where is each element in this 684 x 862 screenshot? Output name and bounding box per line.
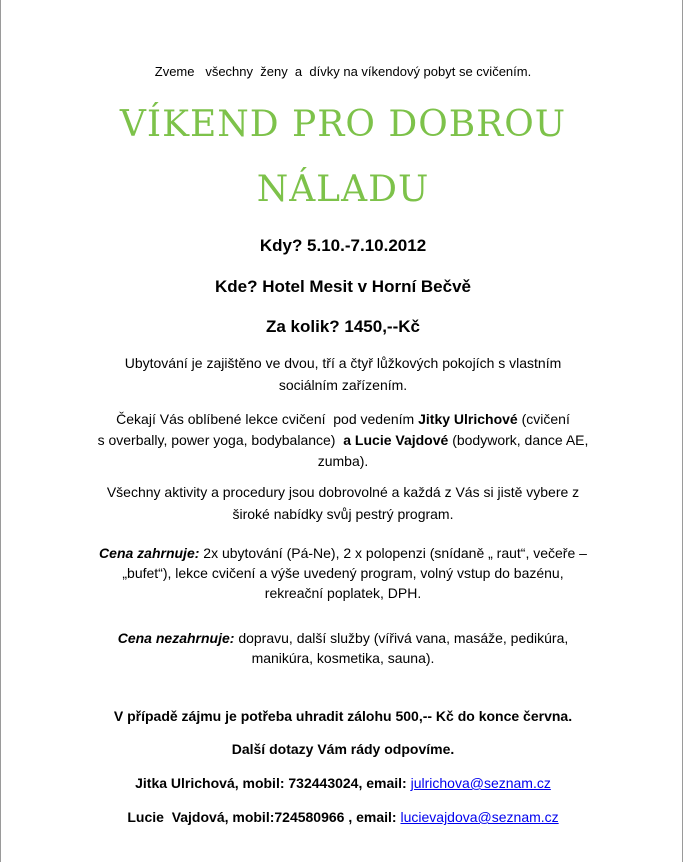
title-line-2: NÁLADU (256, 169, 430, 210)
lessons-paragraph (1, 409, 684, 472)
lessons-line-1 (1, 409, 684, 430)
email-link-lucie[interactable]: lucievajdova@seznam.cz (400, 809, 559, 825)
price-excludes-paragraph (1, 628, 684, 668)
lessons-line-3: zumba). (317, 453, 369, 469)
includes-line-1 (1, 543, 684, 563)
includes-line-2: „bufet“), lekce cvičení a výše uvedený program, volný vstup do bazénu, (122, 565, 564, 581)
accommodation-line-2: sociálním zařízením. (278, 377, 408, 393)
excludes-text-1: dopravu, další služby (vířivá vana, masáže, pedikúra, (234, 630, 569, 646)
title-line-1: VÍKEND PRO DOBROU (119, 104, 567, 145)
intro-text: Zveme všechny ženy a dívky na víkendový pobyt se cvičením. (154, 64, 532, 79)
where-heading: Kde? Hotel Mesit v Horní Bečvě (214, 277, 471, 296)
activities-paragraph (1, 481, 684, 525)
lessons-text-1: Čekají Vás oblíbené lekce cvičení pod vedením (116, 411, 419, 427)
includes-label: Cena zahrnuje: (99, 545, 200, 561)
activities-line-2: široké nabídky svůj pestrý program. (232, 506, 454, 522)
price-includes-paragraph (1, 543, 684, 603)
excludes-label: Cena nezahrnuje: (117, 630, 235, 646)
instructor-lucie: a Lucie Vajdové (343, 432, 449, 448)
excludes-line-1 (1, 628, 684, 648)
instructor-jitka: Jitky Ulrichové (418, 411, 518, 427)
questions-note: Další dotazy Vám rády odpovíme. (231, 741, 455, 757)
price-heading: Za kolik? 1450,--Kč (265, 317, 420, 336)
email-link-jitka[interactable]: julrichova@seznam.cz (410, 775, 551, 791)
accommodation-line-1: Ubytování je zajištěno ve dvou, tří a čtyř lůžkových pokojích s vlastním (124, 355, 562, 371)
lessons-line-2 (1, 430, 684, 451)
contact-jitka-text: Jitka Ulrichová, mobil: 732443024, email: (135, 775, 411, 791)
deposit-note: V případě zájmu je potřeba uhradit zálohu 500,-- Kč do konce června. (113, 708, 573, 724)
contact-lucie-text: Lucie Vajdová, mobil:724580966 , email: (127, 809, 401, 825)
contact-jitka (1, 775, 684, 791)
accommodation-paragraph (1, 352, 684, 396)
excludes-line-2: manikúra, kosmetika, sauna). (251, 650, 435, 666)
contact-lucie (1, 809, 684, 825)
includes-line-3: rekreační poplatek, DPH. (264, 585, 422, 601)
activities-line-1: Všechny aktivity a procedury jsou dobrovolné a každá z Vás si jistě vybere z (106, 484, 580, 500)
includes-text-1: 2x ubytování (Pá-Ne), 2 x polopenzi (snídaně „ raut“, večeře – (199, 545, 587, 561)
when-heading: Kdy? 5.10.-7.10.2012 (259, 236, 427, 255)
lessons-text-4: (bodywork, dance AE, (448, 432, 589, 448)
lessons-text-3: s overbally, power yoga, bodybalance) (97, 432, 344, 448)
lessons-text-2: (cvičení (517, 411, 570, 427)
